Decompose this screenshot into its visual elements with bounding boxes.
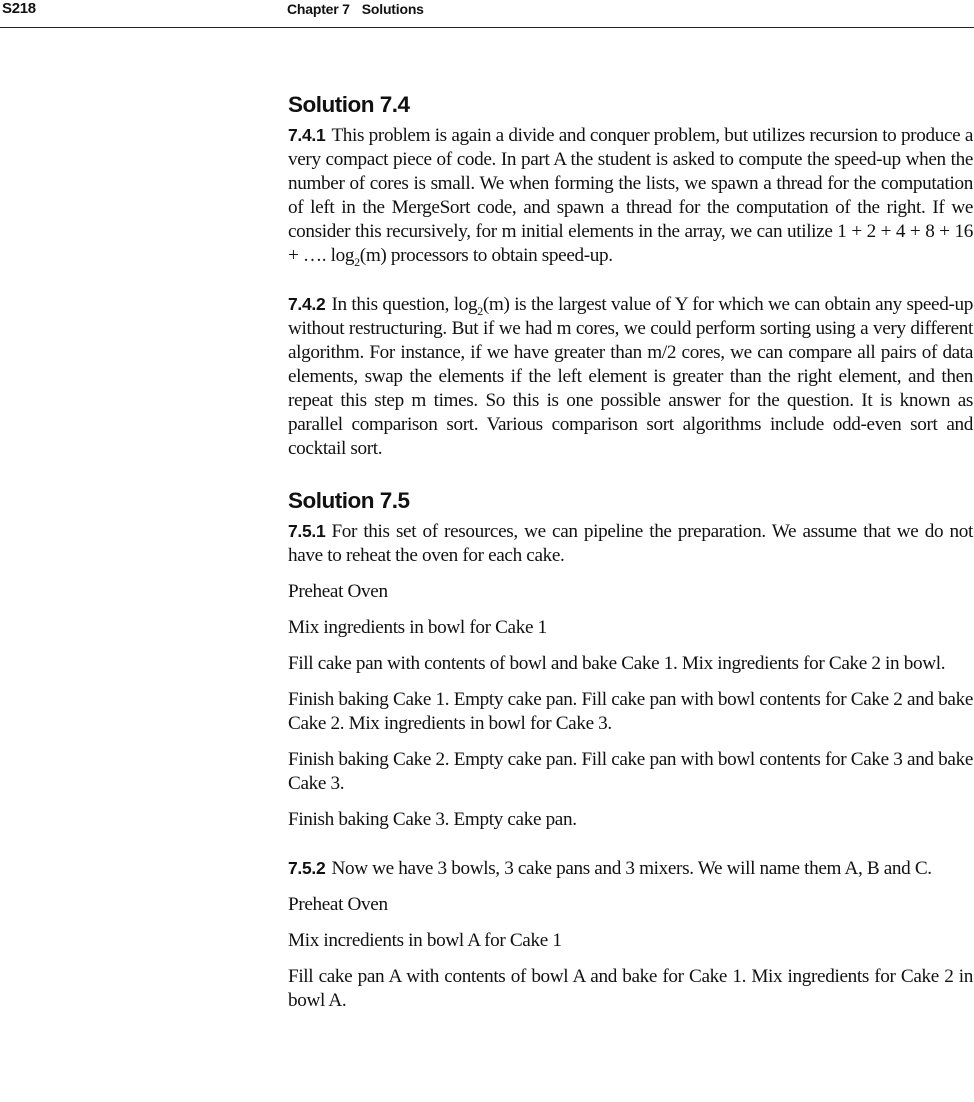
step-text: Finish baking Cake 2. Empty cake pan. Fill cake pan with bowl contents for Cake 3 and bake Cake 3. [288, 749, 973, 794]
section-label: Solutions [361, 1, 424, 17]
step-text: Fill cake pan A with contents of bowl A and bake for Cake 1. Mix ingredients for Cake 2 in bowl A. [288, 966, 973, 1011]
step-text: Mix incredients in bowl A for Cake 1 [288, 930, 562, 951]
step-text: Mix ingredients in bowl for Cake 1 [288, 617, 547, 638]
text-7-5-2: Now we have 3 bowls, 3 cake pans and 3 mixers. We will name them A, B and C. [331, 858, 932, 879]
chapter-label: Chapter 7 [287, 1, 350, 17]
solution-7-4-heading: Solution 7.4 [288, 92, 410, 117]
paragraph-7-4-1 [288, 123, 973, 268]
paragraph-7-4-2 [288, 292, 973, 461]
text-7-4-1-tail: (m) processors to obtain speed-up. [359, 245, 613, 266]
page-body [288, 86, 973, 1025]
text-7-4-2-tail: (m) is the largest value of Y for which we can obtain any speed-up without restructuring. But if we had m cores, we could perform sorting using a very different algorithm. For instance, if we have greater than m/2 cores, we can compare all pairs of data elements, swap the elements if the left element is greater than the right element, and then repeat this step m times. So this is one possible answer for the question. It is known as parallel comparison sort. Various comparison sort algorithms include odd-even sort and cocktail sort. [288, 294, 973, 459]
step-text: Finish baking Cake 1. Empty cake pan. Fill cake pan with bowl contents for Cake 2 and bake Cake 2. Mix ingredients in bowl for Cake 3. [288, 689, 973, 734]
label-7-4-2: 7.4.2 [288, 294, 326, 314]
solution-7-5-heading: Solution 7.5 [288, 488, 410, 513]
step-text: Preheat Oven [288, 894, 388, 915]
text-7-4-2: In this question, log [331, 294, 478, 315]
paragraph-7-5-1 [288, 519, 973, 568]
label-7-5-1: 7.5.1 [288, 521, 326, 541]
paragraph-7-5-2 [288, 856, 973, 881]
text-7-5-1: For this set of resources, we can pipeline the preparation. We assume that we do not have to reheat the oven for each cake. [288, 521, 973, 566]
page-header [0, 0, 974, 28]
page-number: S218 [2, 0, 36, 17]
label-7-5-2: 7.5.2 [288, 858, 326, 878]
subscript-7-4-2: 2 [477, 303, 483, 318]
subscript-7-4-1: 2 [354, 254, 360, 269]
label-7-4-1: 7.4.1 [288, 125, 326, 145]
step-text: Preheat Oven [288, 581, 388, 602]
running-head [287, 1, 424, 17]
step-text: Fill cake pan with contents of bowl and bake Cake 1. Mix ingredients for Cake 2 in bowl. [288, 653, 946, 674]
step-text: Finish baking Cake 3. Empty cake pan. [288, 809, 577, 830]
text-7-4-1: This problem is again a divide and conquer problem, but utilizes recursion to produce a very compact piece of code. In part A the student is asked to compute the speed-up when the number of cores is small. We when forming the lists, we spawn a thread for the computation of left in the MergeSort code, and spawn a thread for the computation of the right. If we consider this recursively, for m initial elements in the array, we can utilize 1 + 2 + 4 + 8 + 16 + …. log [288, 125, 973, 266]
